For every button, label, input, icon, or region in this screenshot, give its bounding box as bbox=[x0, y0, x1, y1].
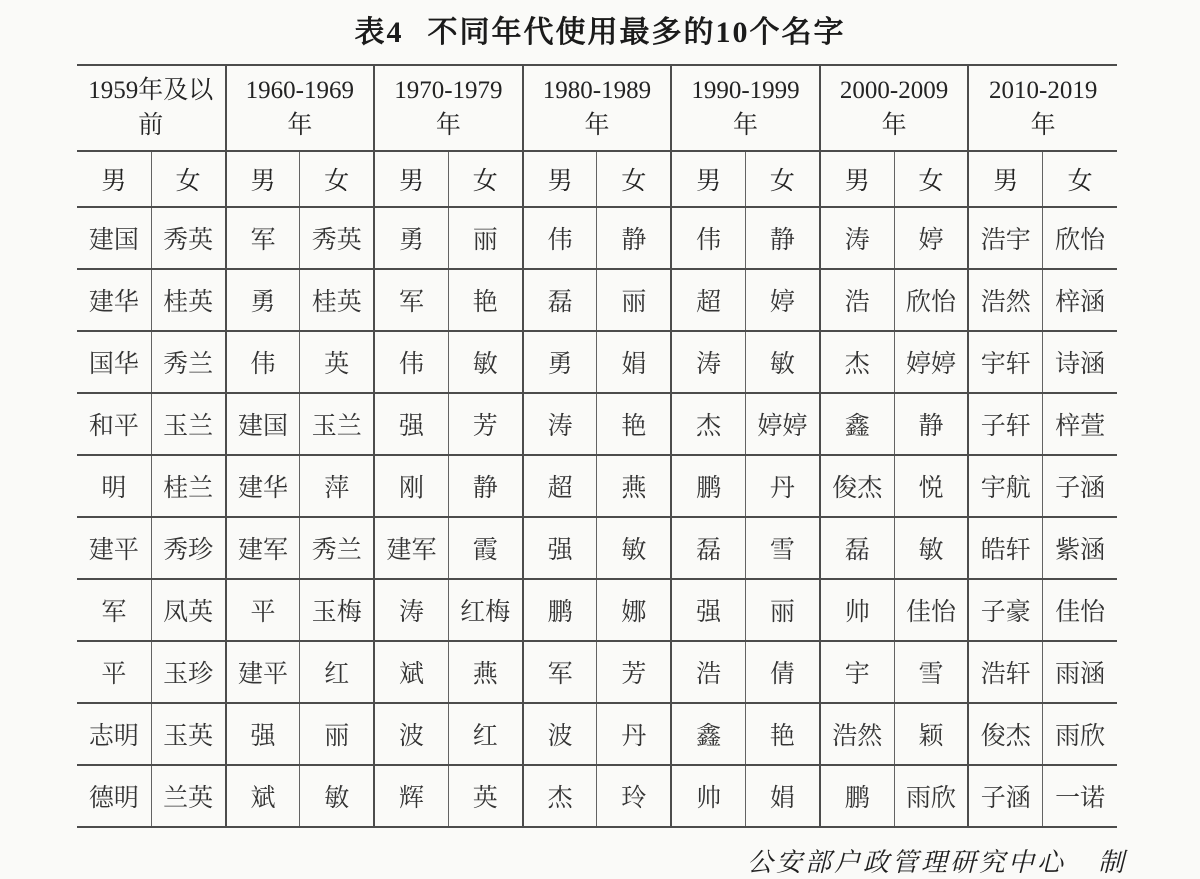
name-cell: 浩然 bbox=[820, 703, 894, 765]
name-cell: 梓涵 bbox=[1043, 269, 1117, 331]
name-cell: 明 bbox=[77, 455, 151, 517]
name-cell: 辉 bbox=[374, 765, 448, 827]
table-row bbox=[77, 765, 1117, 827]
name-cell: 宇轩 bbox=[968, 331, 1042, 393]
name-cell: 鑫 bbox=[820, 393, 894, 455]
name-cell: 帅 bbox=[820, 579, 894, 641]
name-cell: 杰 bbox=[820, 331, 894, 393]
name-cell: 玉兰 bbox=[300, 393, 374, 455]
decade-header-cell bbox=[523, 65, 672, 151]
name-cell: 丽 bbox=[597, 269, 671, 331]
credit-suffix: 制 bbox=[1097, 848, 1127, 877]
name-cell: 鑫 bbox=[671, 703, 745, 765]
table-row bbox=[77, 517, 1117, 579]
name-cell: 涛 bbox=[374, 579, 448, 641]
name-cell: 丹 bbox=[746, 455, 820, 517]
name-cell: 玉梅 bbox=[300, 579, 374, 641]
name-cell: 平 bbox=[226, 579, 300, 641]
name-cell: 建国 bbox=[226, 393, 300, 455]
decade-header-line: 年 bbox=[881, 112, 907, 139]
name-cell: 军 bbox=[226, 207, 300, 269]
gender-header-cell: 男 bbox=[671, 151, 745, 207]
table-row bbox=[77, 703, 1117, 765]
name-cell: 鹏 bbox=[523, 579, 597, 641]
name-cell: 兰英 bbox=[151, 765, 225, 827]
name-cell: 和平 bbox=[77, 393, 151, 455]
gender-header-cell: 女 bbox=[1043, 151, 1117, 207]
table-row bbox=[77, 269, 1117, 331]
names-table bbox=[77, 64, 1117, 828]
name-cell: 涛 bbox=[820, 207, 894, 269]
name-cell: 建平 bbox=[226, 641, 300, 703]
decade-header-line: 1980-1989 bbox=[542, 77, 652, 104]
name-cell: 敏 bbox=[746, 331, 820, 393]
name-cell: 勇 bbox=[226, 269, 300, 331]
gender-header-cell: 男 bbox=[374, 151, 448, 207]
name-cell: 一诺 bbox=[1043, 765, 1117, 827]
table-row bbox=[77, 579, 1117, 641]
decade-header-cell bbox=[968, 65, 1117, 151]
decade-header-line: 年 bbox=[435, 112, 461, 139]
name-cell: 德明 bbox=[77, 765, 151, 827]
name-cell: 斌 bbox=[374, 641, 448, 703]
name-cell: 玉英 bbox=[151, 703, 225, 765]
name-cell: 静 bbox=[894, 393, 968, 455]
name-cell: 超 bbox=[671, 269, 745, 331]
decade-header-line: 2010-2019 bbox=[989, 77, 1098, 104]
name-cell: 红梅 bbox=[448, 579, 522, 641]
title-text: 不同年代使用最多的10个名字 bbox=[427, 16, 846, 49]
name-cell: 丽 bbox=[300, 703, 374, 765]
name-cell: 玉兰 bbox=[151, 393, 225, 455]
decade-header-cell bbox=[226, 65, 375, 151]
name-cell: 建华 bbox=[77, 269, 151, 331]
name-cell: 佳怡 bbox=[1043, 579, 1117, 641]
name-cell: 梓萱 bbox=[1043, 393, 1117, 455]
name-cell: 英 bbox=[448, 765, 522, 827]
decade-header-cell bbox=[820, 65, 969, 151]
name-cell: 玲 bbox=[597, 765, 671, 827]
name-cell: 伟 bbox=[523, 207, 597, 269]
name-cell: 强 bbox=[671, 579, 745, 641]
name-cell: 刚 bbox=[374, 455, 448, 517]
decade-header-line: 1959年及以 bbox=[88, 77, 214, 104]
name-cell: 玉珍 bbox=[151, 641, 225, 703]
name-cell: 涛 bbox=[671, 331, 745, 393]
name-cell: 国华 bbox=[77, 331, 151, 393]
name-cell: 雨欣 bbox=[1043, 703, 1117, 765]
name-cell: 艳 bbox=[597, 393, 671, 455]
name-cell: 凤英 bbox=[151, 579, 225, 641]
name-cell: 杰 bbox=[523, 765, 597, 827]
gender-header-row bbox=[77, 151, 1117, 207]
gender-header-cell: 男 bbox=[968, 151, 1042, 207]
name-cell: 丽 bbox=[746, 579, 820, 641]
name-cell: 萍 bbox=[300, 455, 374, 517]
decade-header-line: 年 bbox=[733, 112, 759, 139]
name-cell: 敏 bbox=[894, 517, 968, 579]
name-cell: 伟 bbox=[671, 207, 745, 269]
name-cell: 霞 bbox=[448, 517, 522, 579]
decade-header-line: 年 bbox=[287, 112, 313, 139]
name-cell: 婷 bbox=[894, 207, 968, 269]
name-cell: 子涵 bbox=[1043, 455, 1117, 517]
name-cell: 娟 bbox=[746, 765, 820, 827]
name-cell: 丹 bbox=[597, 703, 671, 765]
table-row bbox=[77, 641, 1117, 703]
name-cell: 子涵 bbox=[968, 765, 1042, 827]
gender-header-cell: 女 bbox=[448, 151, 522, 207]
name-cell: 勇 bbox=[374, 207, 448, 269]
name-cell: 俊杰 bbox=[968, 703, 1042, 765]
name-cell: 建华 bbox=[226, 455, 300, 517]
name-cell: 军 bbox=[77, 579, 151, 641]
name-cell: 强 bbox=[374, 393, 448, 455]
name-cell: 建军 bbox=[226, 517, 300, 579]
name-cell: 俊杰 bbox=[820, 455, 894, 517]
name-cell: 静 bbox=[746, 207, 820, 269]
name-cell: 强 bbox=[226, 703, 300, 765]
name-cell: 婷 bbox=[746, 269, 820, 331]
name-cell: 鹏 bbox=[820, 765, 894, 827]
name-cell: 雨欣 bbox=[894, 765, 968, 827]
name-cell: 子轩 bbox=[968, 393, 1042, 455]
decade-header-line: 年 bbox=[1030, 112, 1056, 139]
decade-header-cell bbox=[77, 65, 226, 151]
name-cell: 建军 bbox=[374, 517, 448, 579]
table-row bbox=[77, 455, 1117, 517]
name-cell: 静 bbox=[448, 455, 522, 517]
name-cell: 敏 bbox=[597, 517, 671, 579]
gender-header-cell: 女 bbox=[300, 151, 374, 207]
decade-header-line: 1970-1979 bbox=[394, 77, 503, 104]
name-cell: 雪 bbox=[894, 641, 968, 703]
name-cell: 丽 bbox=[448, 207, 522, 269]
decade-header-cell bbox=[671, 65, 820, 151]
name-cell: 静 bbox=[597, 207, 671, 269]
name-cell: 波 bbox=[374, 703, 448, 765]
name-cell: 秀英 bbox=[300, 207, 374, 269]
name-cell: 诗涵 bbox=[1043, 331, 1117, 393]
name-cell: 子豪 bbox=[968, 579, 1042, 641]
name-cell: 雪 bbox=[746, 517, 820, 579]
name-cell: 桂兰 bbox=[151, 455, 225, 517]
name-cell: 皓轩 bbox=[968, 517, 1042, 579]
page-title bbox=[0, 0, 1200, 51]
credit-line bbox=[77, 842, 1127, 879]
name-cell: 涛 bbox=[523, 393, 597, 455]
name-cell: 磊 bbox=[671, 517, 745, 579]
name-cell: 敏 bbox=[300, 765, 374, 827]
name-cell: 建平 bbox=[77, 517, 151, 579]
name-cell: 佳怡 bbox=[894, 579, 968, 641]
table-row bbox=[77, 393, 1117, 455]
gender-header-cell: 男 bbox=[77, 151, 151, 207]
name-cell: 颖 bbox=[894, 703, 968, 765]
name-cell: 宇 bbox=[820, 641, 894, 703]
name-cell: 桂英 bbox=[300, 269, 374, 331]
decade-header-line: 1960-1969 bbox=[245, 77, 354, 104]
gender-header-cell: 女 bbox=[894, 151, 968, 207]
name-cell: 浩 bbox=[671, 641, 745, 703]
decade-header-line: 1990-1999 bbox=[691, 77, 800, 104]
name-cell: 艳 bbox=[448, 269, 522, 331]
name-cell: 倩 bbox=[746, 641, 820, 703]
gender-header-cell: 男 bbox=[820, 151, 894, 207]
name-cell: 伟 bbox=[226, 331, 300, 393]
name-cell: 勇 bbox=[523, 331, 597, 393]
credit-text: 公安部户政管理研究中心 bbox=[746, 848, 1066, 877]
name-cell: 建国 bbox=[77, 207, 151, 269]
name-cell: 欣怡 bbox=[894, 269, 968, 331]
name-cell: 浩轩 bbox=[968, 641, 1042, 703]
gender-header-cell: 男 bbox=[226, 151, 300, 207]
name-cell: 平 bbox=[77, 641, 151, 703]
name-cell: 磊 bbox=[820, 517, 894, 579]
decade-header-line: 2000-2009 bbox=[839, 77, 949, 104]
name-cell: 敏 bbox=[448, 331, 522, 393]
name-cell: 悦 bbox=[894, 455, 968, 517]
name-cell: 芳 bbox=[597, 641, 671, 703]
table-row bbox=[77, 331, 1117, 393]
name-cell: 紫涵 bbox=[1043, 517, 1117, 579]
gender-header-cell: 男 bbox=[523, 151, 597, 207]
name-cell: 军 bbox=[374, 269, 448, 331]
name-cell: 波 bbox=[523, 703, 597, 765]
table-header bbox=[77, 65, 1117, 207]
name-cell: 娜 bbox=[597, 579, 671, 641]
name-cell: 军 bbox=[523, 641, 597, 703]
name-cell: 雨涵 bbox=[1043, 641, 1117, 703]
name-cell: 超 bbox=[523, 455, 597, 517]
table-body bbox=[77, 207, 1117, 827]
name-cell: 婷婷 bbox=[746, 393, 820, 455]
name-cell: 强 bbox=[523, 517, 597, 579]
name-cell: 英 bbox=[300, 331, 374, 393]
name-cell: 婷婷 bbox=[894, 331, 968, 393]
name-cell: 秀兰 bbox=[300, 517, 374, 579]
decade-header-cell bbox=[374, 65, 523, 151]
decade-header-row bbox=[77, 65, 1117, 151]
name-cell: 秀兰 bbox=[151, 331, 225, 393]
name-cell: 鹏 bbox=[671, 455, 745, 517]
name-cell: 桂英 bbox=[151, 269, 225, 331]
name-cell: 秀英 bbox=[151, 207, 225, 269]
name-cell: 娟 bbox=[597, 331, 671, 393]
name-cell: 红 bbox=[300, 641, 374, 703]
gender-header-cell: 女 bbox=[746, 151, 820, 207]
name-cell: 帅 bbox=[671, 765, 745, 827]
name-cell: 欣怡 bbox=[1043, 207, 1117, 269]
name-cell: 磊 bbox=[523, 269, 597, 331]
gender-header-cell: 女 bbox=[151, 151, 225, 207]
name-cell: 宇航 bbox=[968, 455, 1042, 517]
gender-header-cell: 女 bbox=[597, 151, 671, 207]
decade-header-line: 前 bbox=[138, 112, 164, 139]
decade-header-line: 年 bbox=[584, 112, 610, 139]
name-cell: 艳 bbox=[746, 703, 820, 765]
name-cell: 浩宇 bbox=[968, 207, 1042, 269]
name-cell: 芳 bbox=[448, 393, 522, 455]
name-cell: 浩然 bbox=[968, 269, 1042, 331]
name-cell: 杰 bbox=[671, 393, 745, 455]
name-cell: 志明 bbox=[77, 703, 151, 765]
name-cell: 燕 bbox=[597, 455, 671, 517]
table-row bbox=[77, 207, 1117, 269]
name-cell: 秀珍 bbox=[151, 517, 225, 579]
name-cell: 伟 bbox=[374, 331, 448, 393]
name-cell: 斌 bbox=[226, 765, 300, 827]
name-cell: 燕 bbox=[448, 641, 522, 703]
name-cell: 浩 bbox=[820, 269, 894, 331]
title-prefix: 表4 bbox=[354, 16, 404, 49]
name-cell: 红 bbox=[448, 703, 522, 765]
